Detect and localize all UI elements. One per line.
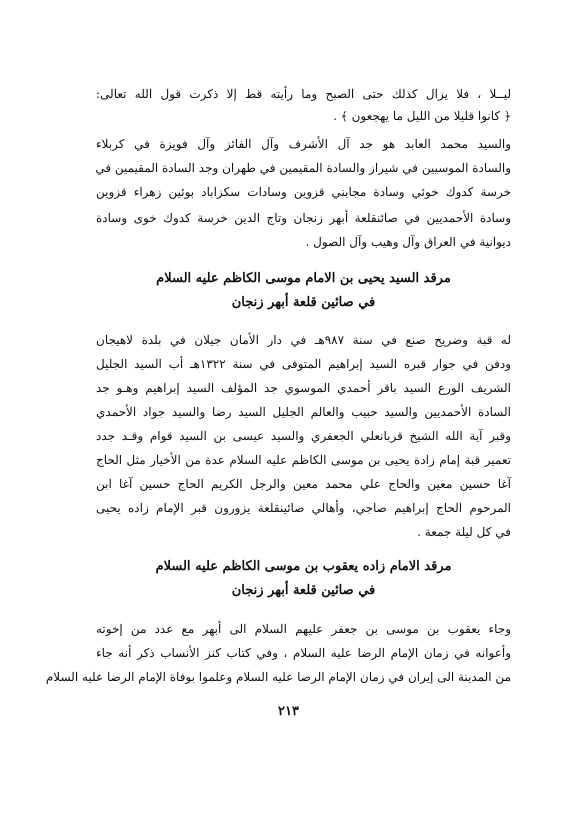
text-line: والسادة الموسيين في شيراز والسادة المقيمين في طهران وجد السادة المقيمين في — [95, 161, 511, 175]
section-heading-title: مرقد الامام زاده يعقوب بن موسى الكاظم عليه السلام — [155, 559, 452, 574]
text-line: المرحوم الحاج إبراهيم صاجي، وأهالي صائينقلعة يزورون قبر الإمام زاده يحيى — [96, 501, 511, 515]
text-line: وأعوانه في زمان الإمام الرضا عليه السلام ، وفي كتاب كنز الأنساب ذكر أنه جاء — [96, 646, 511, 660]
text-line: آغا حسين معين والحاج علي محمد معين والرجل الكريم الحاج حسين آغا ابن — [96, 477, 511, 491]
text-line: من المدينة الى إيران في زمان الإمام الرضا عليه السلام وعلموا بوفاة الإمام الرضا عليه السلام — [45, 670, 511, 684]
page-number: ٢١٣ — [278, 704, 299, 719]
text-line: في كل ليلة جمعة . — [417, 525, 511, 539]
text-line: ديوانية في العراق وآل وهيب وآل الصول . — [305, 235, 511, 249]
text-line: وجاء يعقوب بن موسى بن جعفر عليهم السلام الى أبهر مع عدد من إخوته — [96, 622, 511, 636]
text-line: تعمير قبة إمام زادة يحيى بن موسى الكاظم عليه السلام عدة من الأخيار مثل الحاج — [96, 453, 511, 467]
text-line: والسيد محمد العابد هو جد آل الأشرف وآل الفائز وآل فويزة في كربلاء — [96, 137, 511, 151]
section-heading-location: في صائين قلعة أبهر زنجان — [231, 583, 376, 598]
text-line: ليــلا ، فلا يزال كذلك حتى الصبح وما رأيته قط إلا ذكرت قول الله تعالى: — [96, 87, 511, 101]
text-line: وسادة الأحمديين في صائنقلعة أبهر زنجان وتاج الدين خرسة كدوك خوى وسادة — [96, 211, 511, 225]
text-line: له قبة وضريح صنع في سنة ٩٨٧هـ في دار الأمان جيلان في بلدة لاهيجان — [96, 333, 511, 347]
text-line: الشريف الورع السيد باقر أحمدي الموسوي جد المؤلف السيد إبراهيم وهـو جد — [96, 381, 511, 395]
text-line: خرسة كدوك خوئي وسادة مجابني قزوين وسادات سكزاباد بوئين زهراء قزوين — [96, 185, 511, 199]
text-line: ودفن في جوار قبره السيد إبراهيم المتوفى في سنة ١٣٢٢هـ أب السيد الجليل — [96, 357, 512, 371]
section-heading-title: مرقد السيد يحيى بن الامام موسى الكاظم عليه السلام — [156, 271, 451, 286]
text-line: السادة الأحمديين والسيد حبيب والعالم الجليل السيد رضا والسيد جواد الأحمدي — [96, 405, 511, 419]
section-heading-location: في صائين قلعة أبهر زنجان — [231, 295, 376, 310]
text-line: وقبر آية الله الشيخ قربانعلي الجعفري والسيد عيسى بن السيد قوام وقـد جدد — [96, 429, 511, 443]
quran-verse-line: ﴿ كانوا قليلا من الليل ما يهجعون ﴾ . — [333, 109, 511, 123]
